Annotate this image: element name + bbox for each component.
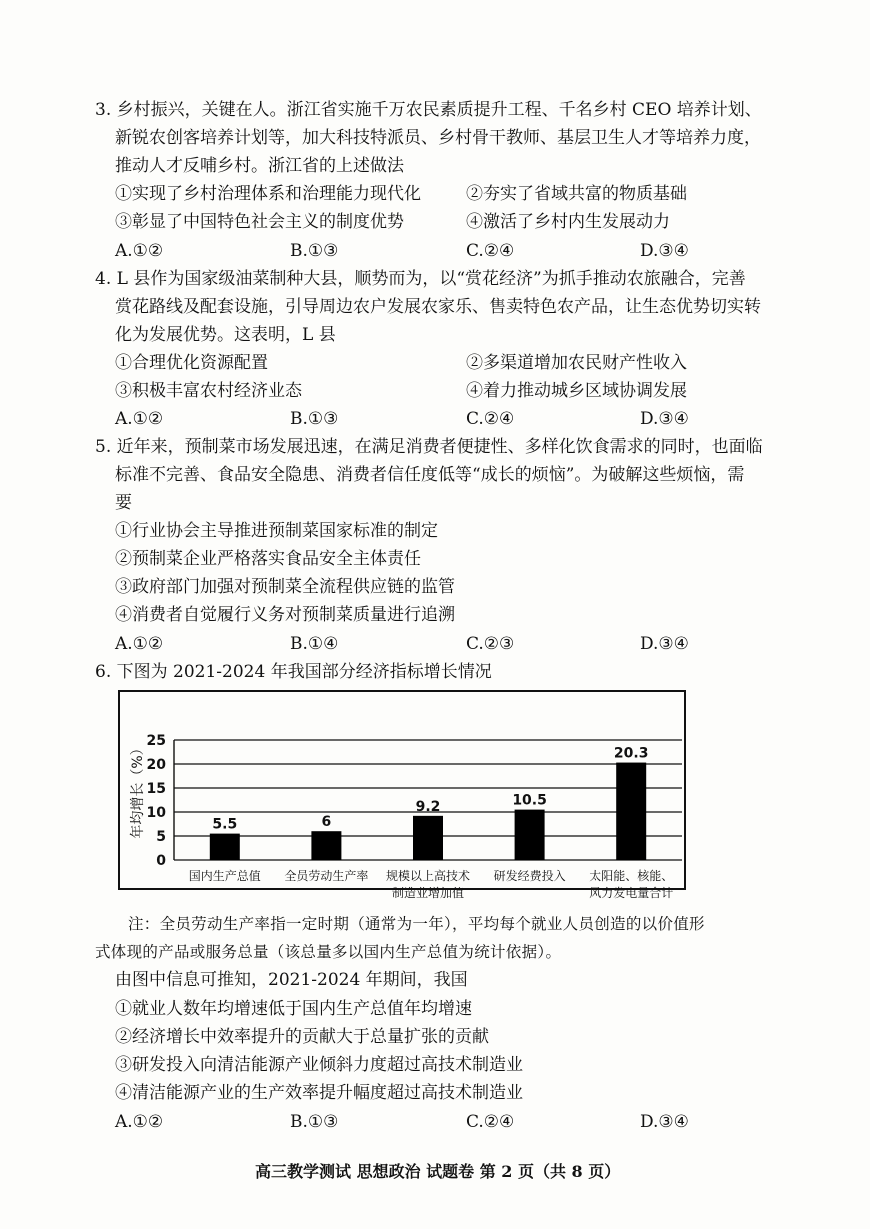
y-axis-label: 年均增长（%）	[130, 741, 146, 839]
data-label: 5.5	[212, 816, 238, 833]
q5-stem-line-2: 标准不完善、食品安全隐患、消费者信任度低等“成长的烦恼”。为破解这些烦恼，需	[115, 465, 745, 485]
q3-choice-a: A.①②	[115, 241, 164, 261]
q3-option-4: ④激活了乡村内生发展动力	[466, 212, 670, 232]
q5-choice-c: C.②③	[466, 634, 515, 654]
q4-choice-a: A.①②	[115, 409, 164, 429]
q5-stem-line-1: 5. 近年来，预制菜市场发展迅速，在满足消费者便捷性、多样化饮食需求的同时，也面临	[95, 437, 763, 457]
y-tick-label: 15	[146, 781, 166, 797]
data-label: 20.3	[613, 745, 649, 762]
q3-stem-line-3: 推动人才反哺乡村。浙江省的上述做法	[115, 156, 404, 176]
q3-stem-line-2: 新锐农创客培养计划等，加大科技特派员、乡村骨干教师、基层卫生人才等培养力度，	[115, 128, 761, 148]
q4-option-3: ③积极丰富农村经济业态	[115, 381, 302, 401]
q5-option-2: ②预制菜企业严格落实食品安全主体责任	[115, 549, 421, 569]
q6-choice-a: A.①②	[115, 1112, 164, 1132]
q6-option-2: ②经济增长中效率提升的贡献大于总量扩张的贡献	[115, 1027, 489, 1047]
q5-option-1: ①行业协会主导推进预制菜国家标准的制定	[115, 521, 438, 541]
q3-choice-b: B.①③	[290, 241, 339, 261]
x-tick-label: 研发经费投入	[493, 869, 566, 883]
q6-choice-d: D.③④	[640, 1112, 689, 1132]
q4-option-2: ②多渠道增加农民财产性收入	[466, 353, 687, 373]
q4-option-1: ①合理优化资源配置	[115, 353, 268, 373]
q4-stem-line-1: 4. L 县作为国家级油菜制种大县，顺势而为，以“赏花经济”为抓手推动农旅融合，完善	[95, 269, 746, 289]
x-tick-label: 太阳能、核能、	[589, 869, 674, 883]
q5-choice-b: B.①④	[290, 634, 339, 654]
y-tick-label: 10	[146, 805, 166, 821]
q6-note-line-2: 式体现的产品或服务总量（该总量多以国内生产总值为统计依据）。	[95, 943, 562, 961]
q5-choice-d: D.③④	[640, 634, 689, 654]
data-label: 9.2	[415, 798, 441, 815]
q3-option-1: ①实现了乡村治理体系和治理能力现代化	[115, 184, 421, 204]
q6-choice-c: C.②④	[466, 1112, 515, 1132]
bar-chart-frame	[118, 690, 686, 900]
q3-option-2: ②夯实了省域共富的物质基础	[466, 184, 687, 204]
bar	[515, 810, 545, 860]
q5-option-3: ③政府部门加强对预制菜全流程供应链的监管	[115, 577, 455, 597]
x-tick-label: 全员劳动生产率	[284, 869, 369, 883]
q6-note-line-1: 注：全员劳动生产率指一定时期（通常为一年），平均每个就业人员创造的以价值形	[128, 915, 705, 933]
y-tick-label: 0	[156, 853, 166, 869]
q6-lead: 由图中信息可推知，2021-2024 年期间，我国	[115, 970, 468, 990]
q6-stem: 6. 下图为 2021-2024 年我国部分经济指标增长情况	[95, 662, 492, 682]
q4-stem-line-3: 化为发展优势。这表明，L 县	[115, 325, 336, 345]
x-tick-label: 制造业增加值	[391, 886, 465, 900]
q6-option-4: ④清洁能源产业的生产效率提升幅度超过高技术制造业	[115, 1083, 523, 1103]
q5-option-4: ④消费者自觉履行义务对预制菜质量进行追溯	[115, 605, 455, 625]
y-tick-label: 20	[146, 757, 166, 773]
q3-option-3: ③彰显了中国特色社会主义的制度优势	[115, 212, 404, 232]
q4-choice-b: B.①③	[290, 409, 339, 429]
q5-choice-a: A.①②	[115, 634, 164, 654]
q6-option-3: ③研发投入向清洁能源产业倾斜力度超过高技术制造业	[115, 1055, 523, 1075]
data-label: 10.5	[512, 792, 547, 809]
page-footer: 高三教学测试 思想政治 试题卷 第 2 页（共 8 页）	[255, 1162, 621, 1181]
x-tick-label: 规模以上高技术	[385, 869, 471, 883]
data-label: 6	[321, 814, 332, 831]
q4-stem-line-2: 赏花路线及配套设施，引导周边农户发展农家乐、售卖特色农产品，让生态优势切实转	[115, 297, 761, 317]
q3-stem-line-1: 3. 乡村振兴，关键在人。浙江省实施千万农民素质提升工程、千名乡村 CEO 培养计划、	[95, 100, 762, 120]
q5-stem-line-3: 要	[115, 493, 132, 513]
bar	[413, 816, 443, 860]
bar	[311, 831, 341, 860]
q6-option-1: ①就业人数年均增速低于国内生产总值年均增速	[115, 999, 472, 1019]
q3-choice-d: D.③④	[640, 241, 689, 261]
y-tick-label: 5	[156, 829, 166, 845]
x-tick-label: 国内生产总值	[188, 869, 261, 883]
q4-option-4: ④着力推动城乡区域协调发展	[466, 381, 687, 401]
bar-chart	[120, 692, 684, 900]
q4-choice-c: C.②④	[466, 409, 515, 429]
x-tick-label: 风力发电量合计	[589, 886, 674, 900]
q4-choice-d: D.③④	[640, 409, 689, 429]
bar	[616, 763, 646, 860]
y-tick-label: 25	[146, 733, 166, 749]
q6-choice-b: B.①③	[290, 1112, 339, 1132]
bar	[210, 834, 240, 860]
q3-choice-c: C.②④	[466, 241, 515, 261]
